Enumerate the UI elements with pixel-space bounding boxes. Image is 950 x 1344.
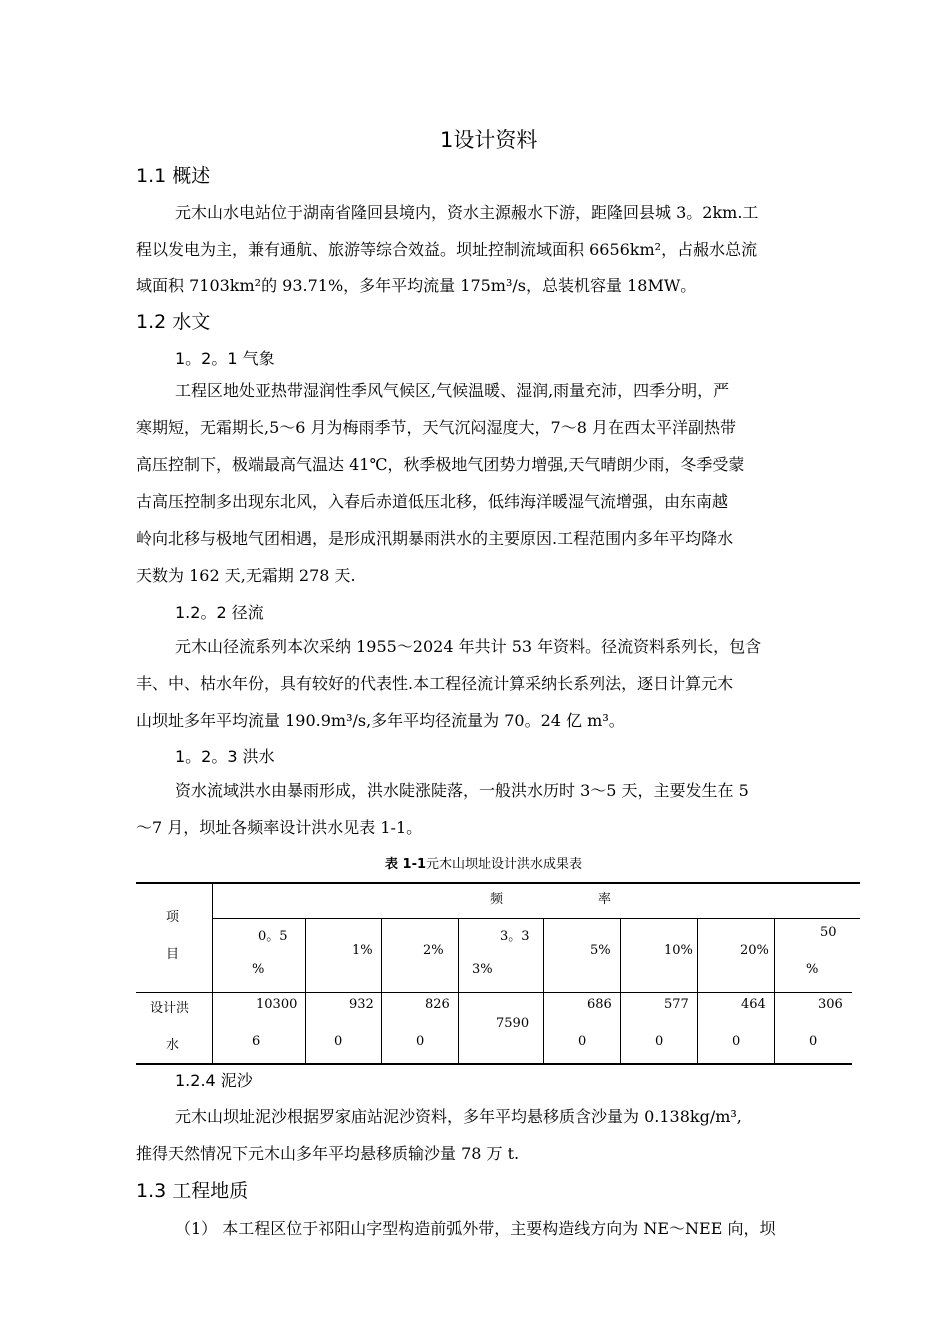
paragraph-line: 岭向北移与极地气团相遇，是形成汛期暴雨洪水的主要原因.工程范围内多年平均降水 xyxy=(136,529,734,548)
table-row-header: 项 xyxy=(166,910,180,925)
table-col-header: 0。5 xyxy=(258,929,288,944)
table-cell: 306 xyxy=(818,997,843,1012)
paragraph-line: 元木山坝址泥沙根据罗家庙站泥沙资料，多年平均悬移质含沙量为 0.138kg/m³, xyxy=(175,1107,742,1126)
table-caption-number: 表 1-1 xyxy=(385,857,427,872)
paragraph-line: 古高压控制多出现东北风，入春后赤道低压北移，低纬海洋暖湿气流增强，由东南越 xyxy=(136,492,729,511)
paragraph-line: 工程区地处亚热带湿润性季风气候区,气候温暖、湿润,雨量充沛，四季分明，严 xyxy=(175,381,730,400)
subsection-heading-runoff: 1.2。2 径流 xyxy=(175,603,264,622)
table-cell: 0 xyxy=(578,1034,587,1049)
table-bottom-rule xyxy=(136,1063,852,1065)
table-cell: 7590 xyxy=(496,1016,530,1031)
table-cell: 464 xyxy=(741,997,766,1012)
table-col-header: 5% xyxy=(590,943,611,958)
paragraph-line: 域面积 7103km²的 93.71%，多年平均流量 175m³/s，总装机容量 18MW。 xyxy=(136,276,697,295)
table-top-rule xyxy=(136,882,860,884)
subsection-heading-flood: 1。2。3 洪水 xyxy=(175,747,275,766)
table-mid-rule xyxy=(136,992,852,993)
table-col-rule xyxy=(458,918,459,1064)
paragraph-line: ～7 月，坝址各频率设计洪水见表 1-1。 xyxy=(136,818,423,837)
table-col-rule xyxy=(543,918,544,1064)
table-col-header: 10% xyxy=(664,943,693,958)
table-group-header: 频 xyxy=(490,892,504,907)
table-col-rule xyxy=(212,882,213,1064)
table-cell: 0 xyxy=(809,1034,818,1049)
table-col-header: 3。3 xyxy=(500,929,530,944)
table-header-rule xyxy=(212,918,860,919)
section-heading-overview: 1.1 概述 xyxy=(136,165,211,187)
table-col-header: % xyxy=(806,962,819,977)
paragraph-line: 天数为 162 天,无霜期 278 天. xyxy=(136,566,356,585)
table-cell: 0 xyxy=(655,1034,664,1049)
paragraph-line: 寒期短，无霜期长,5～6 月为梅雨季节，天气沉闷湿度大，7～8 月在西太平洋副热带 xyxy=(136,418,736,437)
table-caption xyxy=(385,853,582,872)
table-group-header: 率 xyxy=(598,892,612,907)
table-cell: 10300 xyxy=(256,997,298,1012)
table-col-rule xyxy=(774,918,775,1064)
table-col-header: % xyxy=(252,962,265,977)
table-col-rule xyxy=(305,918,306,1064)
table-cell: 0 xyxy=(732,1034,741,1049)
table-col-header: 2% xyxy=(423,943,444,958)
table-cell: 826 xyxy=(425,997,450,1012)
table-col-header: 50 xyxy=(820,925,837,940)
table-cell: 686 xyxy=(587,997,612,1012)
paragraph-line: 推得天然情况下元木山多年平均悬移质输沙量 78 万 t. xyxy=(136,1144,520,1163)
subsection-heading-weather: 1。2。1 气象 xyxy=(175,349,275,368)
table-cell: 932 xyxy=(349,997,374,1012)
table-col-rule xyxy=(381,918,382,1064)
paragraph-line: （1） 本工程区位于祁阳山字型构造前弧外带，主要构造线方向为 NE～NEE 向，坝 xyxy=(175,1219,776,1238)
paragraph-line: 元木山水电站位于湖南省隆回县境内，资水主源赧水下游，距隆回县城 3。2km.工 xyxy=(175,203,759,222)
table-row-label: 水 xyxy=(166,1038,180,1053)
table-cell: 6 xyxy=(252,1034,261,1049)
paragraph-line: 高压控制下，极端最高气温达 41℃，秋季极地气团势力增强,天气晴朗少雨，冬季受蒙 xyxy=(136,455,745,474)
table-col-header: 20% xyxy=(740,943,769,958)
subsection-heading-sediment: 1.2.4 泥沙 xyxy=(175,1071,253,1090)
paragraph-line: 程以发电为主，兼有通航、旅游等综合效益。坝址控制流域面积 6656km²，占赧水总流 xyxy=(136,240,758,259)
table-caption-text: 元木山坝址设计洪水成果表 xyxy=(426,857,583,872)
paragraph-line: 元木山径流系列本次采纳 1955～2024 年共计 53 年资料。径流资料系列长，包含 xyxy=(175,637,762,656)
table-col-rule xyxy=(620,918,621,1064)
table-cell: 0 xyxy=(334,1034,343,1049)
table-col-header: 3% xyxy=(472,962,493,977)
page-title: 1设计资料 xyxy=(440,128,538,152)
section-heading-geology: 1.3 工程地质 xyxy=(136,1180,249,1202)
table-cell: 577 xyxy=(664,997,689,1012)
paragraph-line: 山坝址多年平均流量 190.9m³/s,多年平均径流量为 70。24 亿 m³。 xyxy=(136,711,625,730)
table-col-rule xyxy=(697,918,698,1064)
table-cell: 0 xyxy=(416,1034,425,1049)
table-row-label: 设计洪 xyxy=(150,1001,190,1016)
paragraph-line: 丰、中、枯水年份，具有较好的代表性.本工程径流计算采纳长系列法，逐日计算元木 xyxy=(136,674,734,693)
table-row-header: 目 xyxy=(166,947,180,962)
table-col-header: 1% xyxy=(352,943,373,958)
section-heading-hydrology: 1.2 水文 xyxy=(136,311,211,333)
paragraph-line: 资水流域洪水由暴雨形成，洪水陡涨陡落，一般洪水历时 3～5 天，主要发生在 5 xyxy=(175,781,749,800)
